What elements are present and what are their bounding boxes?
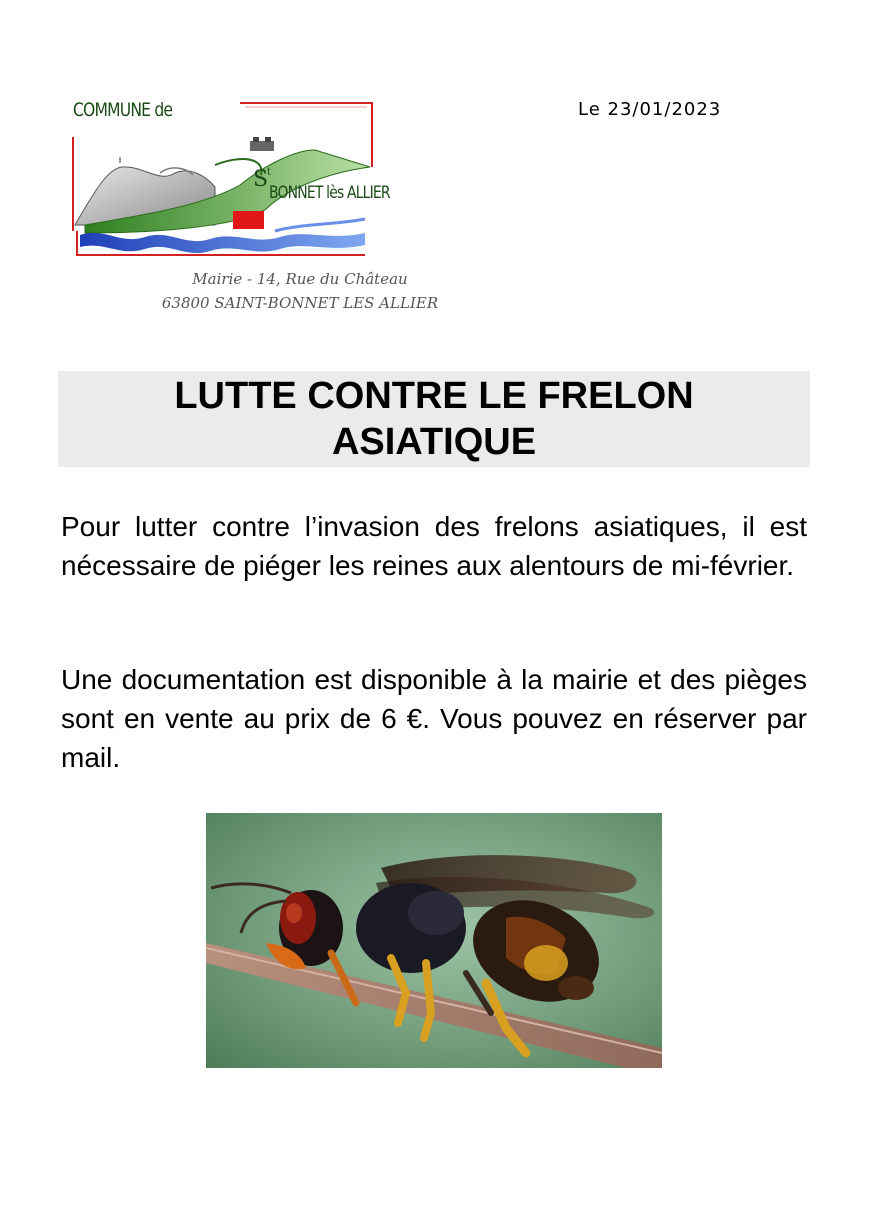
logo-commune-text: COMMUNE de [73, 99, 173, 121]
logo-saint-letter: S [253, 167, 269, 192]
paragraph-1: Pour lutter contre l’invasion des frelons asiatiques, il est nécessaire de piéger les reines aux alentours de mi-février. [61, 511, 807, 581]
hornet-illustration [206, 813, 662, 1068]
paragraph-2: Une documentation est disponible à la mairie et des pièges sont en vente au prix de 6 €. Vous pouvez en réserver par mail. [61, 664, 807, 773]
mairie-address [120, 267, 480, 315]
commune-logo [65, 95, 425, 270]
title-line-1: LUTTE CONTRE LE FRELON [174, 375, 694, 417]
address-line-1: Mairie - 14, Rue du Château [192, 270, 408, 288]
title-line-2: ASIATIQUE [331, 421, 537, 463]
document-date: Le 23/01/2023 [578, 99, 722, 120]
title-band [58, 371, 810, 467]
logo-town-text: BONNET lès ALLIER [269, 183, 390, 203]
address-line-2: 63800 SAINT-BONNET LES ALLIER [161, 294, 439, 312]
logo-saint-superscript: t [267, 167, 272, 178]
hornet-photo [206, 813, 662, 1068]
page-title [58, 371, 810, 465]
